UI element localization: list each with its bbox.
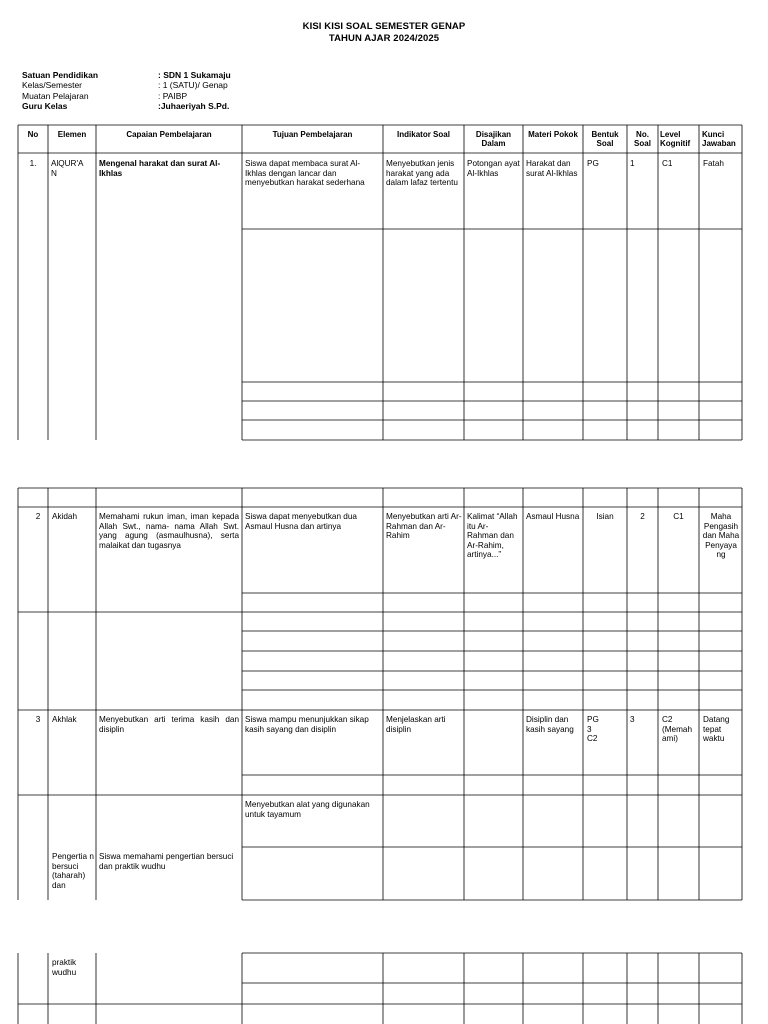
row2-indikator: Menyebutkan arti Ar-Rahman dan Ar-Rahim	[386, 512, 462, 541]
meta-label-teacher: Guru Kelas	[22, 101, 68, 111]
header-kunci: Kunci Jawaban	[702, 130, 736, 148]
row2-tujuan: Siswa dapat menyebutkan dua Asmaul Husna dan artinya	[245, 512, 357, 531]
meta-label-school: Satuan Pendidikan	[22, 70, 99, 80]
row1-no: 1.	[29, 159, 37, 168]
meta-value-teacher: :Juhaeriyah S.Pd.	[158, 101, 230, 111]
row3-no-soal: 3	[630, 715, 635, 724]
row3-capaian: Menyebutkan arti terima kasih dan disiplin	[99, 715, 239, 734]
row4-elemen-continued: praktik wudhu	[52, 958, 77, 977]
row4-elemen: Pengertia n bersuci (taharah) dan	[52, 852, 94, 890]
row2-no: 2	[35, 512, 41, 521]
row1-materi: Harakat dan surat Al-Ikhlas	[526, 159, 578, 178]
row1-indikator: Menyebutkan jenis harakat yang ada dalam lafaz tertentu	[386, 159, 458, 188]
row3-no: 3	[35, 715, 41, 724]
header-elemen: Elemen	[57, 130, 87, 139]
row2-no-soal: 2	[640, 512, 645, 521]
row4-tujuan: Menyebutkan alat yang digunakan untuk tayamum	[245, 800, 370, 819]
row1-elemen: AlQUR'A N	[51, 159, 84, 178]
row3-level: C2 (Memah ami)	[662, 715, 693, 744]
row2-disajikan: Kalimat “Allah itu Ar-Rahman dan Ar-Rahim, artinya...”	[467, 512, 518, 560]
meta-label-class: Kelas/Semester	[22, 80, 82, 90]
header-indikator: Indikator Soal	[397, 130, 450, 139]
header-tujuan: Tujuan Pembelajaran	[272, 130, 353, 139]
meta-value-subject: : PAIBP	[158, 91, 188, 101]
row3-materi: Disiplin dan kasih sayang	[526, 715, 574, 734]
row1-kunci: Fatah	[703, 159, 724, 168]
row4-capaian: Siswa memahami pengertian bersuci dan praktik wudhu	[99, 852, 234, 871]
header-materi: Materi Pokok	[528, 130, 578, 139]
row1-bentuk: PG	[587, 159, 599, 168]
document-title-line1: KISI KISI SOAL SEMESTER GENAP	[302, 21, 466, 32]
row2-elemen: Akidah	[52, 512, 78, 521]
document-title-line2: TAHUN AJAR 2024/2025	[328, 33, 440, 44]
header-no-soal: No. Soal	[634, 130, 651, 148]
row3-elemen: Akhlak	[52, 715, 77, 724]
row3-indikator: Menjelaskan arti disiplin	[386, 715, 446, 734]
meta-value-class: : 1 (SATU)/ Genap	[158, 80, 228, 90]
header-no: No	[27, 130, 39, 139]
row1-disajikan: Potongan ayat Al-Ikhlas	[467, 159, 520, 178]
header-bentuk: Bentuk Soal	[591, 130, 619, 148]
row2-kunci: Maha Pengasih dan Maha Penyaya ng	[702, 512, 740, 560]
header-level: Level Kognitif	[660, 130, 691, 148]
meta-value-school: : SDN 1 Sukamaju	[158, 70, 231, 80]
row2-capaian: Memahami rukun iman, iman kepada Allah Swt., nama- nama Allah Swt. yang agung (asmaulhusna), serta malaikat dan tugasnya	[99, 512, 239, 550]
header-capaian: Capaian Pembelajaran	[126, 130, 212, 139]
row3-bentuk: PG 3 C2	[587, 715, 599, 744]
header-disajikan: Disajikan Dalam	[475, 130, 512, 148]
row1-tujuan: Siswa dapat membaca surat Al-Ikhlas dengan lancar dan menyebutkan harakat sederhana	[245, 159, 365, 188]
row1-level: C1	[662, 159, 673, 168]
row2-materi: Asmaul Husna	[526, 512, 580, 521]
meta-label-subject: Muatan Pelajaran	[22, 91, 89, 101]
row1-capaian: Mengenal harakat dan surat Al-Ikhlas	[99, 159, 221, 178]
row2-bentuk: Isian	[596, 512, 614, 521]
row1-no-soal: 1	[630, 159, 635, 168]
row2-level: C1	[673, 512, 684, 521]
row3-kunci: Datang tepat waktu	[703, 715, 730, 744]
row3-tujuan: Siswa mampu menunjukkan sikap kasih sayang dan disiplin	[245, 715, 369, 734]
